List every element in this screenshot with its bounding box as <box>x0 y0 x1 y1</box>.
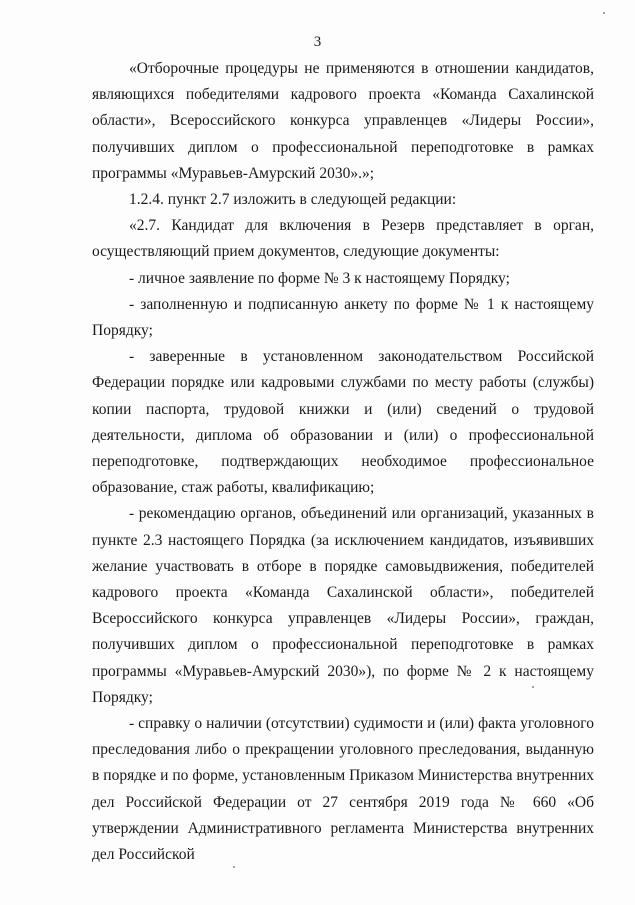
scan-artifact-dot <box>532 686 534 688</box>
paragraph-selection-exemption: «Отборочные процедуры не применяются в отношении кандидатов, являющихся победителями кадрового проекта «Команда Сахалинской области», Всероссийского конкурса управленцев «Лидеры России», получивших диплом о профессиональной переподготовке в рамках программы «Муравьев-Амурский 2030».»; <box>92 60 594 182</box>
document-body <box>92 56 594 868</box>
paragraph-clause-1-2-4: 1.2.4. пункт 2.7 изложить в следующей редакции: <box>129 191 457 209</box>
list-item-application: - личное заявление по форме № 3 к настоящему Порядку; <box>129 269 510 287</box>
list-item-criminal-record-certificate: - справку о наличии (отсутствии) судимости и (или) факта уголовного преследования либо о прекращении уголовного преследования, выданную в порядке и по форме, установленным Приказом Министерства внутренних дел Российской Федерации от 27 сентября 2019 года № 660 «Об утверждении Административного регламента Министерства внутренних дел Российской <box>92 715 594 864</box>
scan-artifact-dot <box>233 866 235 868</box>
page-number: 3 <box>313 34 322 50</box>
list-item-certified-copies: - заверенные в установленном законодательством Российской Федерации порядке или кадровыми службами по месту работы (службы) копии паспорта, трудовой книжки и (или) сведений о трудовой деятельности, диплома об образовании и (или) о профессиональной переподготовке, подтверждающих необходимое профессиональное образование, стаж работы, квалификацию; <box>92 348 594 497</box>
paragraph-clause-2-7: «2.7. Кандидат для включения в Резерв представляет в орган, осуществляющий прием документов, следующие документы: <box>92 217 594 261</box>
list-item-recommendation: - рекомендацию органов, объединений или организаций, указанных в пункте 2.3 настоящего Порядка (за исключением кандидатов, изъявивших желание участвовать в отборе в порядке самовыдвижения, победителей кадрового проекта «Команда Сахалинской области», победителей Всероссийского конкурса управленцев «Лидеры России», граждан, получивших диплом о профессиональной переподготовке в рамках программы «Муравьев-Амурский 2030»), по форме № 2 к настоящему Порядку; <box>92 505 594 706</box>
list-item-questionnaire: - заполненную и подписанную анкету по форме № 1 к настоящему Порядку; <box>92 295 594 340</box>
scan-artifact-dot <box>603 12 605 14</box>
